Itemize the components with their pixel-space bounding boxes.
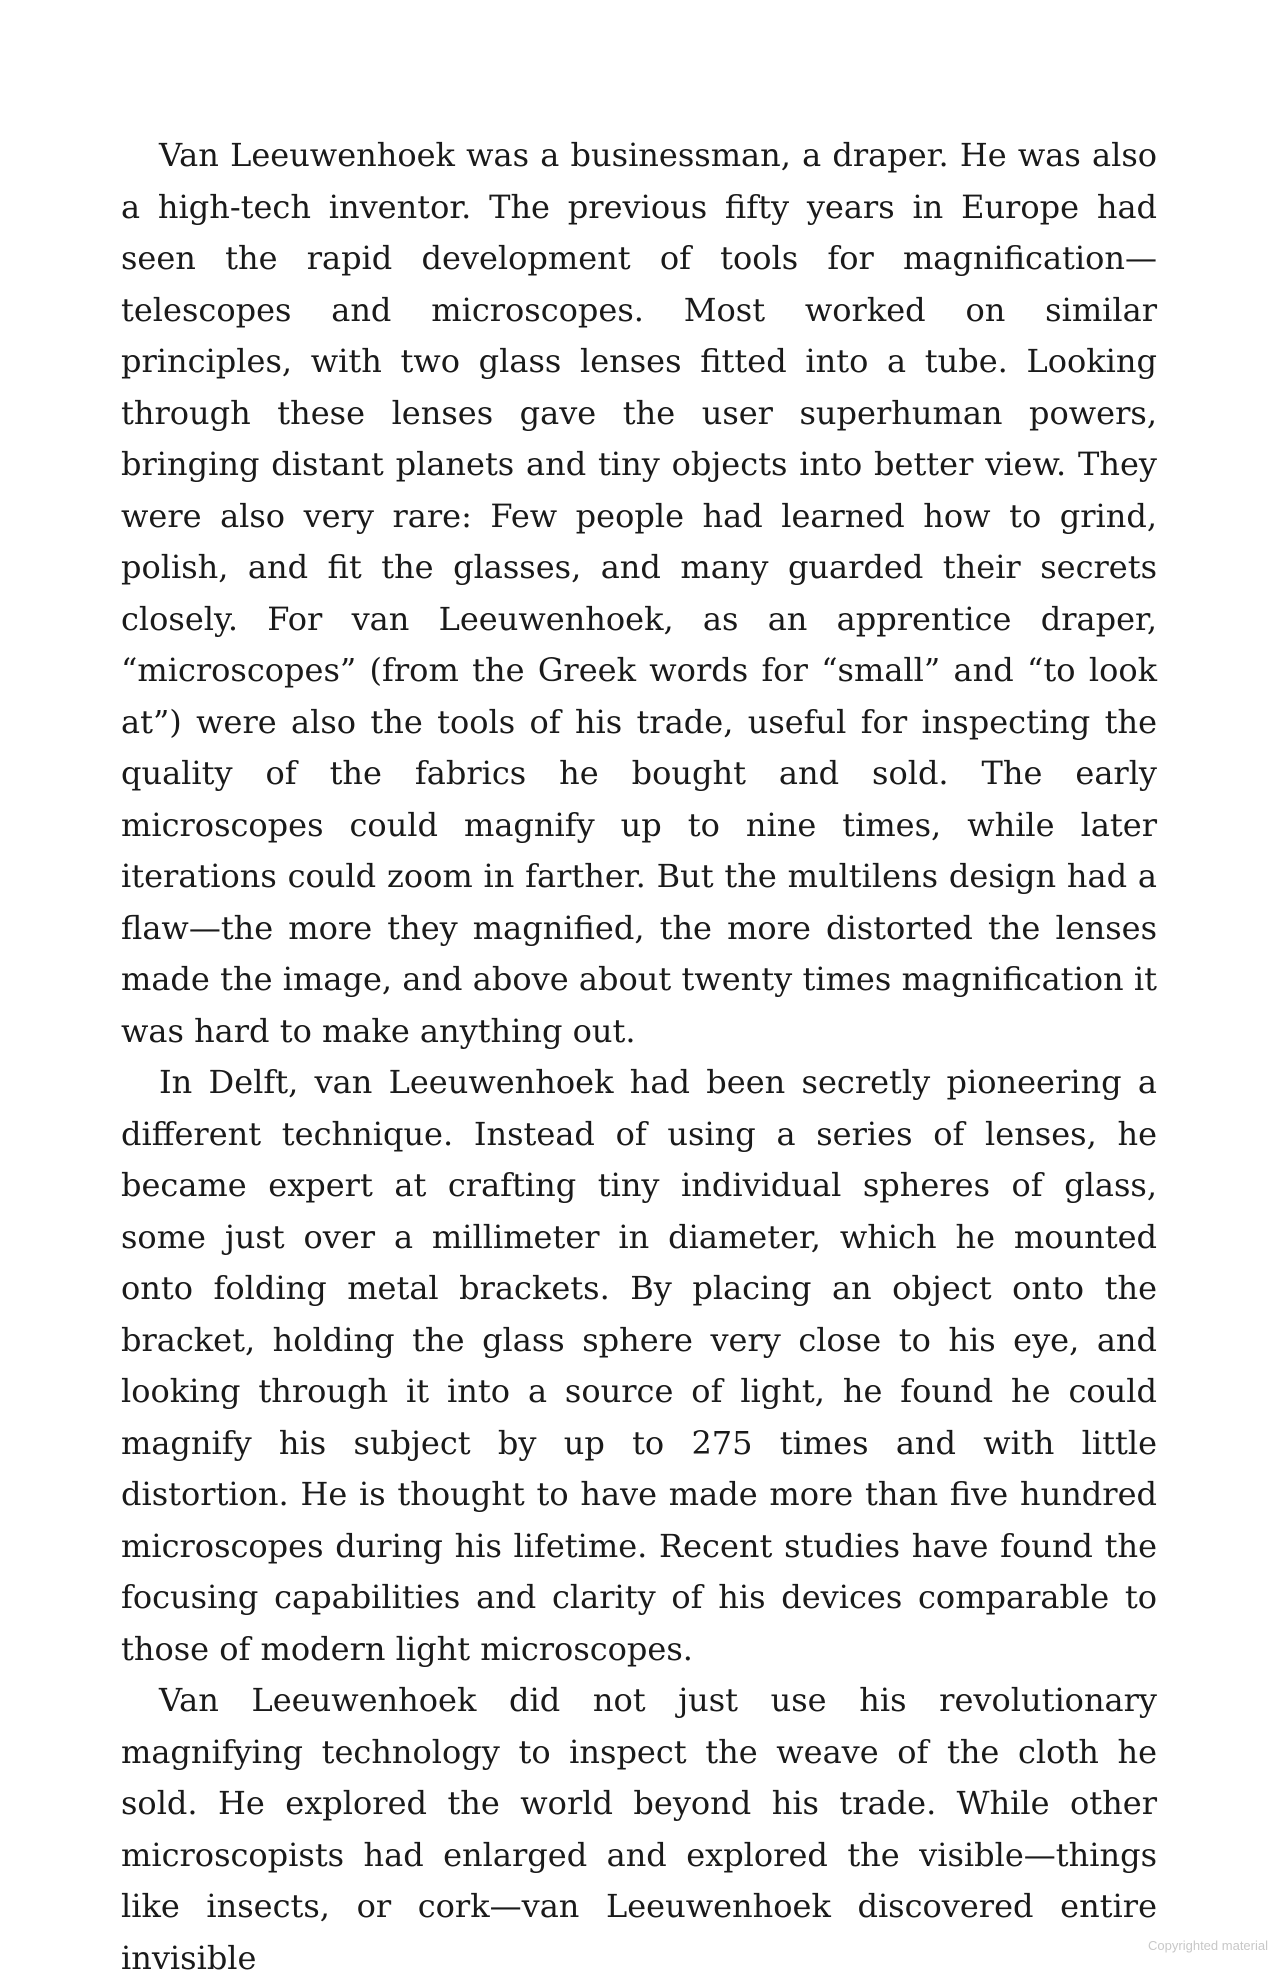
paragraph-3: Van Leeuwenhoek did not just use his revolutionary magnifying technology to inspect the weave of the cloth he sold. He explored the world beyond his trade. While other microscopists had enlarged and explored the visible—things like insects, or cork—van Leeuwenhoek discovered entire invisible xyxy=(121,1681,1157,1977)
copyright-watermark: Copyrighted material xyxy=(1148,1938,1268,1953)
paragraph-2: In Delft, van Leeuwenhoek had been secretly pioneering a different technique. Instead of using a series of lenses, he became expert at crafting tiny individual spheres of glass, some just over a millimeter in diameter, which he mounted onto folding metal brackets. By placing an object onto the bracket, holding the glass sphere very close to his eye, and looking through it into a source of light, he found he could magnify his subject by up to 275 times and with little distortion. He is thought to have made more than five hundred microscopes during his lifetime. Recent studies have found the focusing capabilities and clarity of his devices comparable to those of modern light microscopes. xyxy=(121,1063,1157,1668)
paragraph-1: Van Leeuwenhoek was a businessman, a draper. He was also a high-tech inventor. The previous fifty years in Europe had seen the rapid development of tools for magnification—telescopes and microscopes. Most worked on similar principles, with two glass lenses fitted into a tube. Looking through these lenses gave the user superhuman powers, bringing distant planets and tiny objects into better view. They were also very rare: Few people had learned how to grind, polish, and fit the glasses, and many guarded their secrets closely. For van Leeuwenhoek, as an apprentice draper, “microscopes” (from the Greek words for “small” and “to look at”) were also the tools of his trade, useful for inspecting the quality of the fabrics he bought and sold. The early microscopes could magnify up to nine times, while later iterations could zoom in farther. But the multilens design had a flaw—the more they magnified, the more distorted the lenses made the image, and above about twenty times magnification it was hard to make anything out. xyxy=(121,136,1157,1050)
page-body xyxy=(121,130,1157,1984)
